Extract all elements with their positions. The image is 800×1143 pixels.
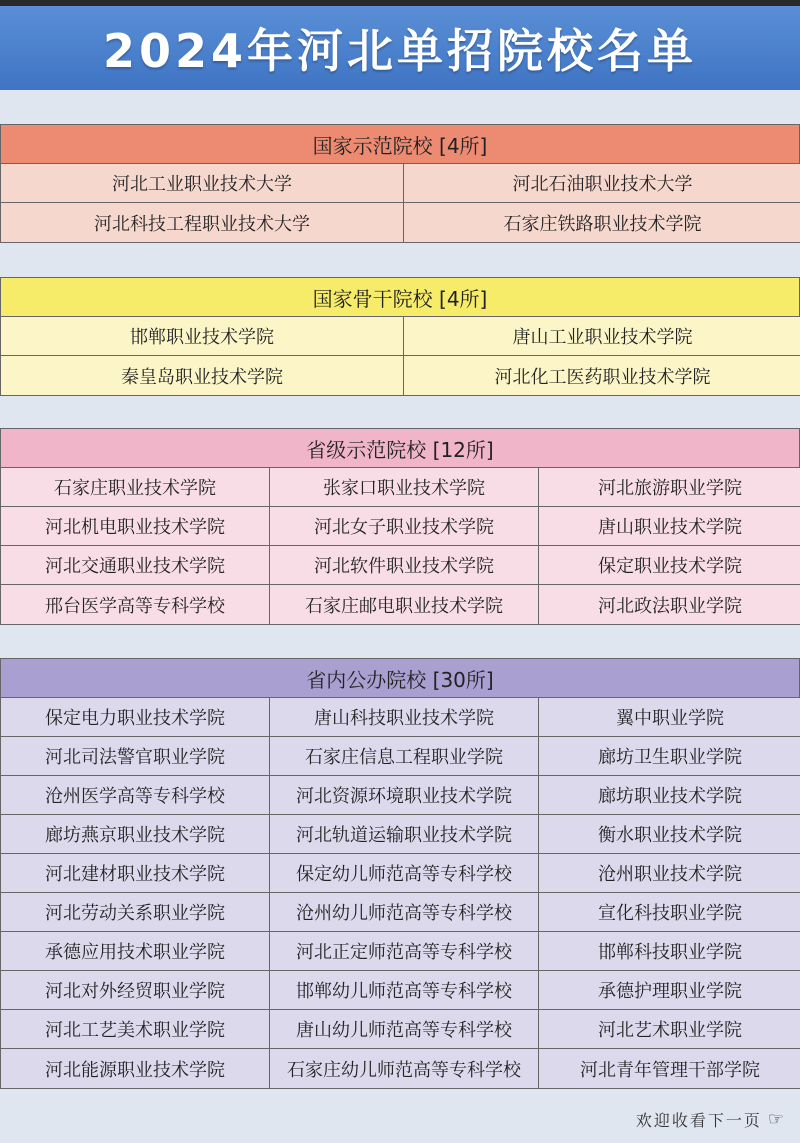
section-provincial-demo — [0, 428, 800, 625]
school-grid — [1, 698, 799, 1088]
school-cell: 河北旅游职业学院 — [539, 468, 800, 507]
school-cell: 河北艺术职业学院 — [539, 1010, 800, 1049]
section-heading: 国家骨干院校 [4所] — [1, 278, 799, 317]
school-cell: 翼中职业学院 — [539, 698, 800, 737]
school-cell: 承德护理职业学院 — [539, 971, 800, 1010]
school-cell: 张家口职业技术学院 — [270, 468, 539, 507]
school-cell: 保定幼儿师范高等专科学校 — [270, 854, 539, 893]
school-cell: 唐山幼儿师范高等专科学校 — [270, 1010, 539, 1049]
school-cell: 石家庄信息工程职业学院 — [270, 737, 539, 776]
school-cell: 河北工艺美术职业学院 — [1, 1010, 270, 1049]
next-page-hint[interactable] — [636, 1108, 786, 1131]
school-cell: 保定职业技术学院 — [539, 546, 800, 585]
school-cell: 河北机电职业技术学院 — [1, 507, 270, 546]
page-title: 2024年河北单招院校名单 — [0, 6, 800, 90]
school-cell: 邯郸幼儿师范高等专科学校 — [270, 971, 539, 1010]
school-cell: 秦皇岛职业技术学院 — [1, 356, 404, 395]
school-cell: 石家庄幼儿师范高等专科学校 — [270, 1049, 539, 1088]
section-heading: 省级示范院校 [12所] — [1, 429, 799, 468]
school-cell: 河北能源职业技术学院 — [1, 1049, 270, 1088]
school-cell: 沧州医学高等专科学校 — [1, 776, 270, 815]
school-cell: 宣化科技职业学院 — [539, 893, 800, 932]
school-cell: 唐山职业技术学院 — [539, 507, 800, 546]
school-cell: 唐山科技职业技术学院 — [270, 698, 539, 737]
school-cell: 廊坊职业技术学院 — [539, 776, 800, 815]
school-cell: 河北女子职业技术学院 — [270, 507, 539, 546]
section-national-demo — [0, 124, 800, 243]
school-cell: 唐山工业职业技术学院 — [404, 317, 800, 356]
school-cell: 保定电力职业技术学院 — [1, 698, 270, 737]
school-grid — [1, 468, 799, 624]
school-cell: 河北工业职业技术大学 — [1, 164, 404, 203]
school-cell: 河北轨道运输职业技术学院 — [270, 815, 539, 854]
school-cell: 河北劳动关系职业学院 — [1, 893, 270, 932]
school-cell: 河北正定师范高等专科学校 — [270, 932, 539, 971]
school-cell: 石家庄职业技术学院 — [1, 468, 270, 507]
footer-text: 欢迎收看下一页 — [635, 1111, 762, 1130]
section-provincial-public — [0, 658, 800, 1089]
school-cell: 沧州职业技术学院 — [539, 854, 800, 893]
school-cell: 邯郸职业技术学院 — [1, 317, 404, 356]
school-cell: 河北司法警官职业学院 — [1, 737, 270, 776]
pointing-hand-icon: ☞ — [767, 1109, 786, 1130]
school-cell: 承德应用技术职业学院 — [1, 932, 270, 971]
school-cell: 石家庄铁路职业技术学院 — [404, 203, 800, 242]
school-cell: 河北交通职业技术学院 — [1, 546, 270, 585]
school-cell: 河北青年管理干部学院 — [539, 1049, 800, 1088]
school-cell: 沧州幼儿师范高等专科学校 — [270, 893, 539, 932]
school-cell: 河北石油职业技术大学 — [404, 164, 800, 203]
section-heading: 国家示范院校 [4所] — [1, 125, 799, 164]
school-cell: 河北政法职业学院 — [539, 585, 800, 624]
school-cell: 河北软件职业技术学院 — [270, 546, 539, 585]
school-cell: 石家庄邮电职业技术学院 — [270, 585, 539, 624]
school-grid — [1, 164, 799, 242]
school-cell: 衡水职业技术学院 — [539, 815, 800, 854]
school-cell: 河北建材职业技术学院 — [1, 854, 270, 893]
school-cell: 河北科技工程职业技术大学 — [1, 203, 404, 242]
section-national-backbone — [0, 277, 800, 396]
school-cell: 河北对外经贸职业学院 — [1, 971, 270, 1010]
school-cell: 廊坊卫生职业学院 — [539, 737, 800, 776]
school-cell: 河北化工医药职业技术学院 — [404, 356, 800, 395]
school-cell: 邢台医学高等专科学校 — [1, 585, 270, 624]
school-grid — [1, 317, 799, 395]
school-cell: 河北资源环境职业技术学院 — [270, 776, 539, 815]
section-heading: 省内公办院校 [30所] — [1, 659, 799, 698]
school-cell: 邯郸科技职业学院 — [539, 932, 800, 971]
school-cell: 廊坊燕京职业技术学院 — [1, 815, 270, 854]
